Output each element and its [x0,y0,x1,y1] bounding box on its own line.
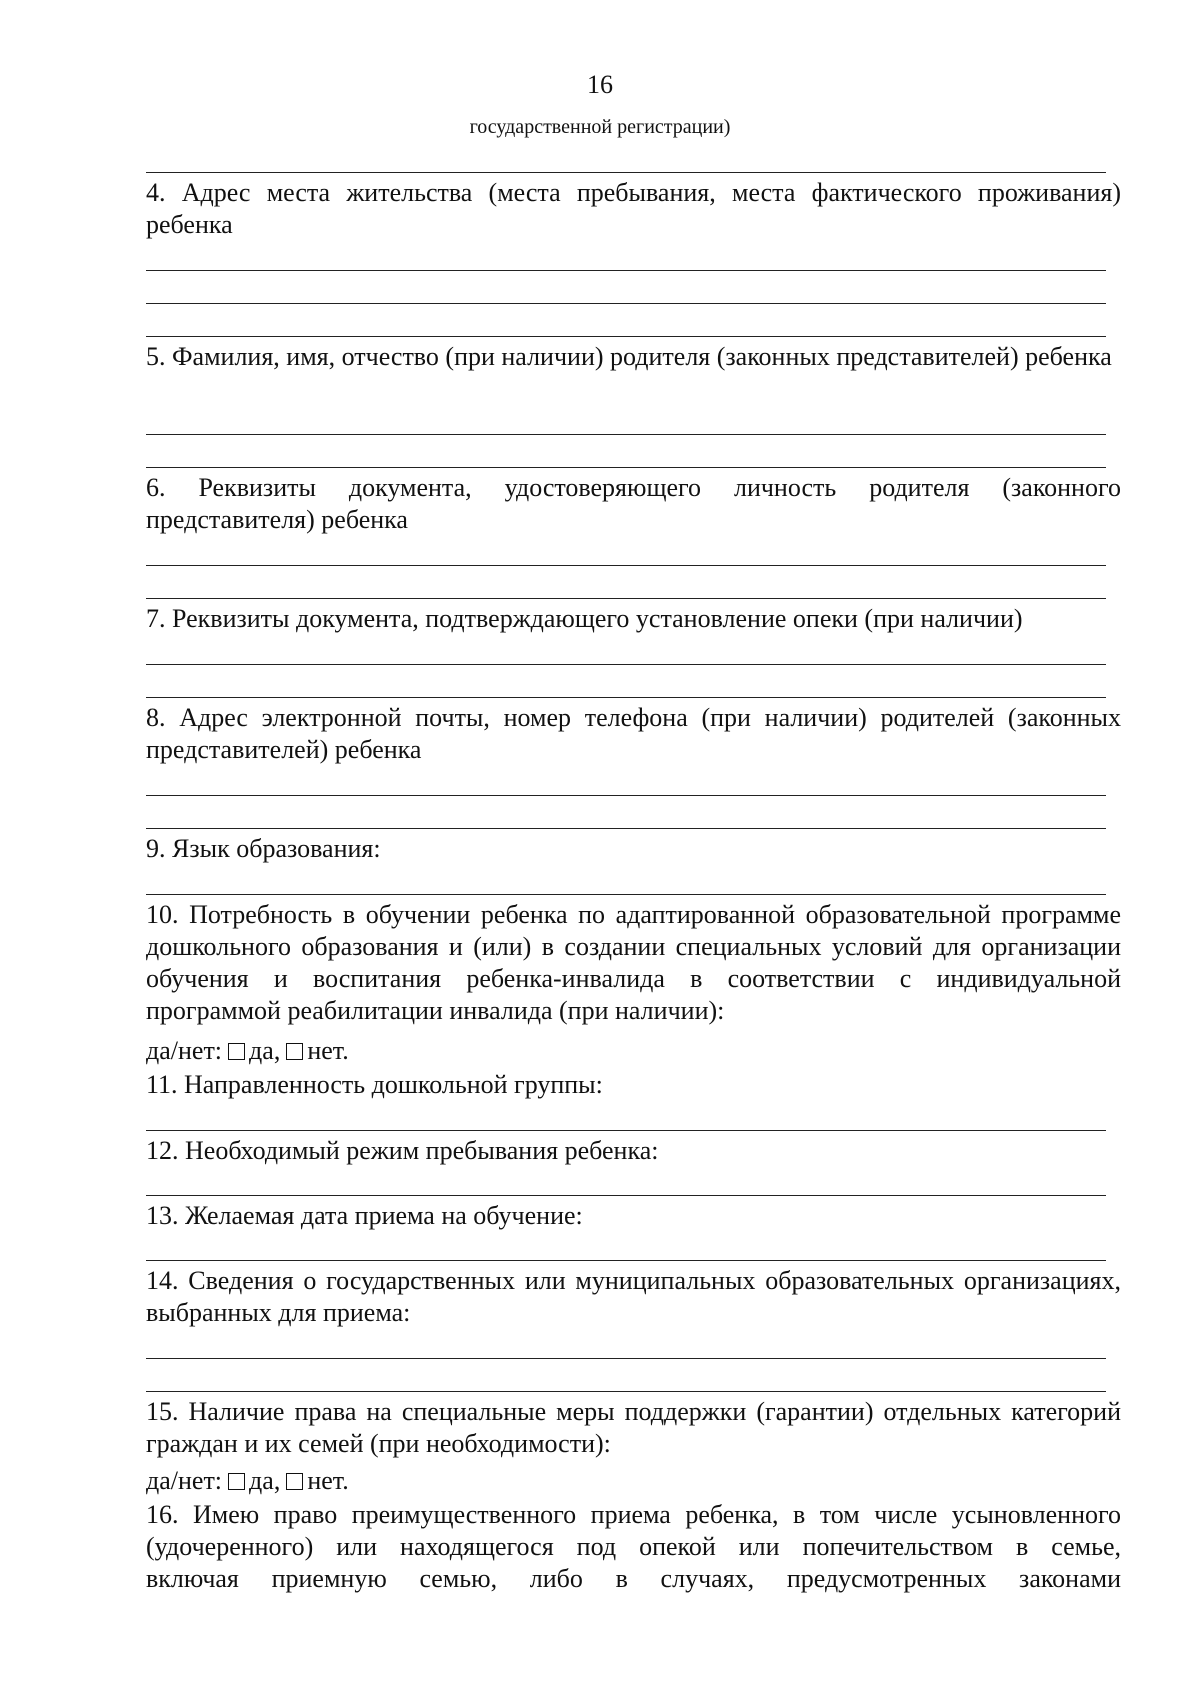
item-12-stay-mode: 12. Необходимый режим пребывания ребенка: [146,1136,659,1165]
item-9-language: 9. Язык образования: [146,834,381,863]
fill-line [146,565,1106,566]
choice-label: да/нет: [146,1466,223,1495]
fill-line [146,1195,1106,1196]
item-7-guardianship-document: 7. Реквизиты документа, подтверждающего установление опеки (при наличии) [146,604,1023,633]
fill-line [146,1391,1106,1392]
page-number: 16 [587,70,613,99]
item-15-support-measures: 15. Наличие права на специальные меры поддержки (гарантии) отдельных категорий граждан и их семей (при необходимости): [146,1397,1121,1458]
fill-line [146,1358,1106,1359]
item-11-group-focus: 11. Направленность дошкольной группы: [146,1070,603,1099]
fill-line [146,270,1106,271]
item-4-address: 4. Адрес места жительства (места пребывания, места фактического проживания) ребенка [146,178,1121,239]
fill-line [146,1260,1106,1261]
checkbox-no[interactable] [286,1473,303,1490]
fill-line [146,467,1106,468]
fill-line [146,172,1106,173]
choice-label: да/нет: [146,1036,223,1065]
item-13-admission-date: 13. Желаемая дата приема на обучение: [146,1201,583,1230]
fill-line [146,664,1106,665]
item-16-line: включая приемную семью, либо в случаях, предусмотренных законами [146,1564,1121,1593]
item-14-organizations: 14. Сведения о государственных или муниципальных образовательных организациях, выбранных для приема: [146,1266,1121,1327]
checkbox-yes[interactable] [228,1043,245,1060]
item-16-line: (удочеренного) или находящегося под опекой или попечительством в семье, [146,1532,1121,1561]
choice-yes-label: да, [249,1466,281,1495]
fill-line [146,697,1106,698]
item-10-choice [146,1035,1121,1067]
checkbox-no[interactable] [286,1043,303,1060]
item-10-adapted-program: 10. Потребность в обучении ребенка по адаптированной образовательной программе дошкольного образования и (или) в создании специальных условий для организации обучения и воспитания ребенка-инвалида в соответствии с индивидуальной программой реабилитации инвалида (при наличии): [146,900,1121,1025]
item-15-choice [146,1465,1121,1497]
choice-yes-label: да, [249,1036,281,1065]
fill-line [146,828,1106,829]
item-8-contacts: 8. Адрес электронной почты, номер телефона (при наличии) родителей (законных представителей) ребенка [146,703,1121,764]
item-16-line: 16. Имею право преимущественного приема ребенка, в том числе усыновленного [146,1500,1121,1529]
choice-no-label: нет. [307,1466,349,1495]
fill-line [146,434,1106,435]
fill-line [146,894,1106,895]
fill-line [146,795,1106,796]
item-6-parent-id-document: 6. Реквизиты документа, удостоверяющего личность родителя (законного представителя) ребенка [146,473,1121,534]
fill-line [146,598,1106,599]
fill-line [146,1130,1106,1131]
fill-line [146,336,1106,337]
header-note: государственной регистрации) [469,116,731,138]
choice-no-label: нет. [307,1036,349,1065]
checkbox-yes[interactable] [228,1473,245,1490]
fill-line [146,303,1106,304]
item-16-priority-admission [146,1499,1121,1595]
item-5-parent-name: 5. Фамилия, имя, отчество (при наличии) родителя (законных представителей) ребенка [146,342,1112,371]
